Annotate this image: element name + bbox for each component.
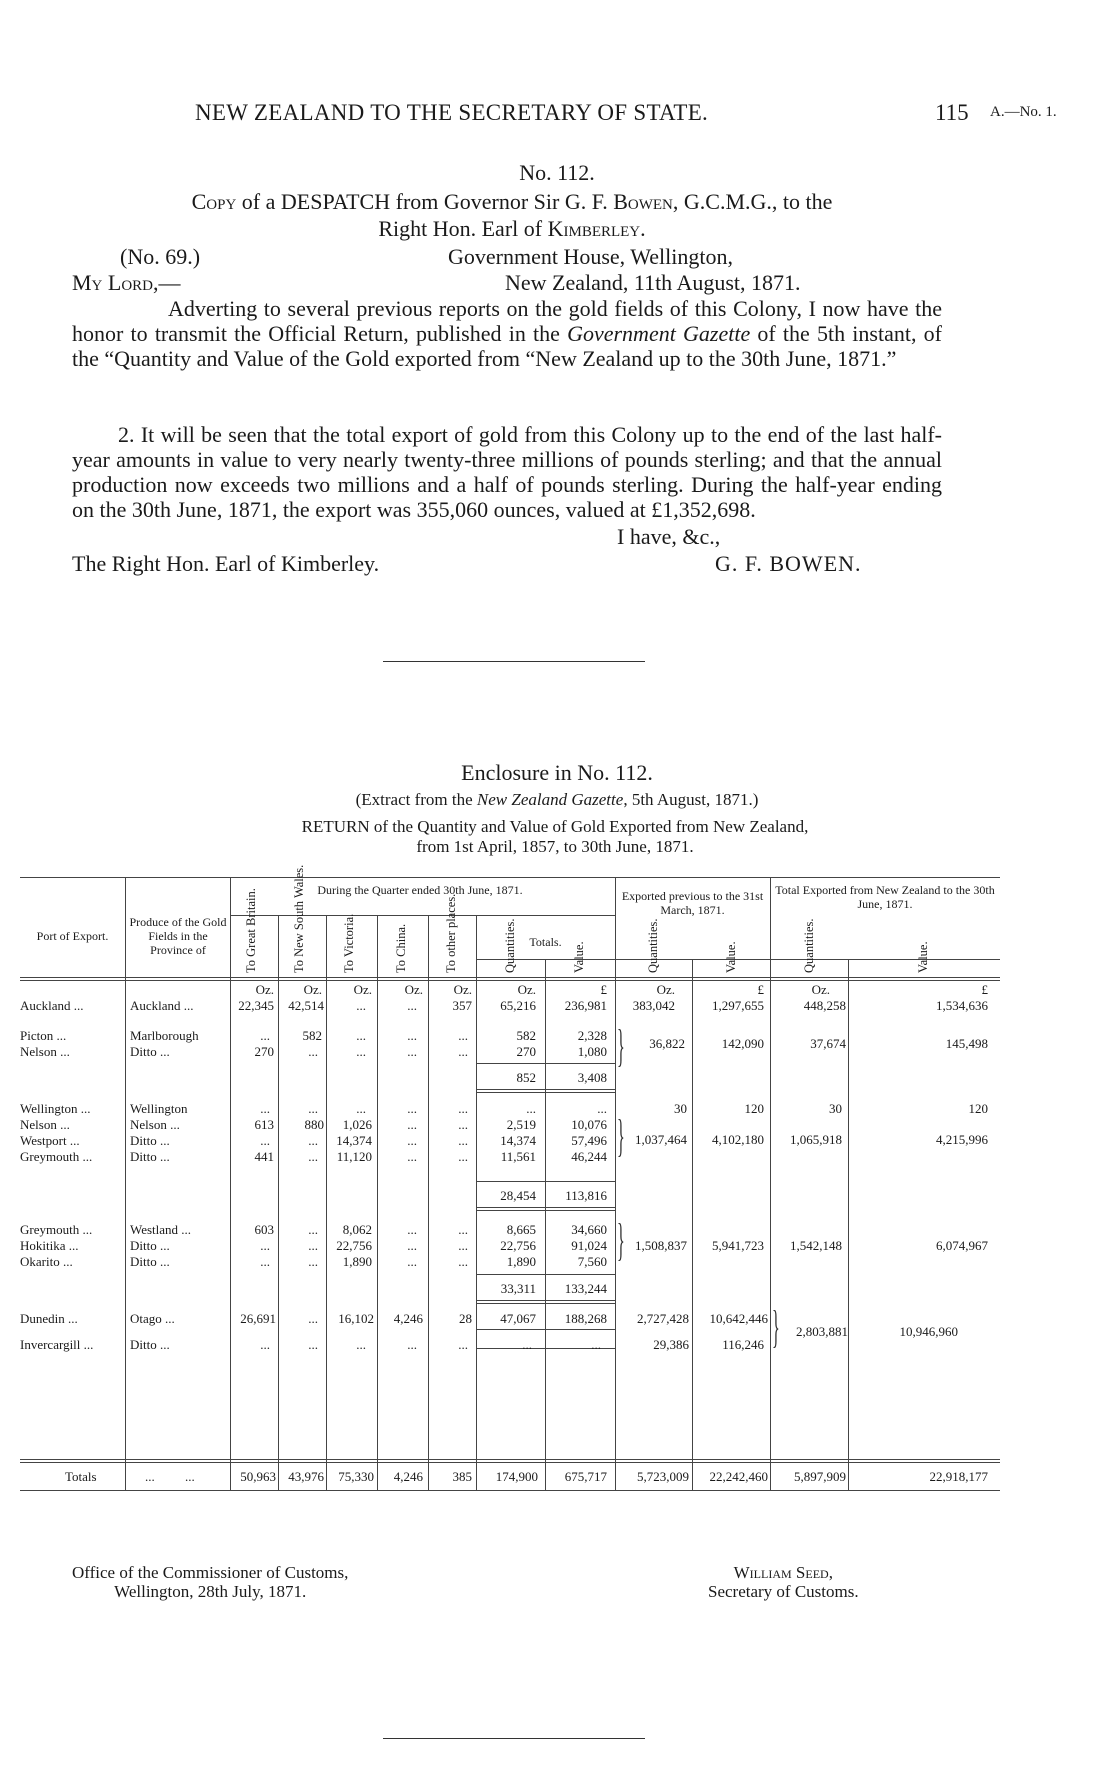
despatch-number: No. 112.: [519, 160, 595, 185]
cell-val: 46,244: [571, 1149, 607, 1164]
header-quarter: During the Quarter ended 30th June, 1871.: [317, 883, 523, 897]
totals-val: 675,717: [564, 1469, 607, 1484]
cell-nsw: ...: [308, 1311, 318, 1326]
cell-val: 2,328: [577, 1028, 607, 1043]
cell-tot-qty: 30: [829, 1101, 842, 1116]
row-port: Nelson ...: [20, 1044, 70, 1059]
cell-val: 10,076: [571, 1117, 607, 1132]
cell-gb: 22,345: [238, 998, 274, 1013]
cell-nsw: ...: [308, 1101, 318, 1116]
header-rule: [20, 977, 1000, 978]
col-rule-9: [615, 877, 616, 1490]
signer: G. F. BOWEN.: [715, 551, 862, 576]
cell-val: 7,560: [577, 1254, 607, 1269]
cell-gb: ...: [260, 1028, 270, 1043]
header-qty-total: Quantities.: [802, 918, 816, 973]
cell-china: ...: [407, 1133, 417, 1148]
col-rule-11: [770, 877, 771, 1490]
unit-tot-val: £: [981, 982, 988, 997]
title-line2-end: .: [640, 216, 646, 241]
cell-nsw: ...: [308, 1222, 318, 1237]
totals-rule-double: [20, 1462, 1000, 1463]
row-port: Westport ...: [20, 1133, 80, 1148]
unit-china: Oz.: [404, 982, 423, 997]
despatch-date: New Zealand, 11th August, 1871.: [505, 270, 801, 295]
table-border-top: [20, 877, 1000, 878]
header-qty-prev: Quantities.: [646, 918, 660, 973]
cell-qty: 11,561: [500, 1149, 536, 1164]
table-border-bottom: [20, 1490, 1000, 1491]
row-port: Dunedin ...: [20, 1311, 78, 1326]
brace-group-2: }: [617, 1110, 625, 1161]
cell-qty: ...: [522, 1337, 532, 1352]
sub-rule-1c: [476, 1092, 615, 1093]
cell-val: 34,660: [571, 1222, 607, 1237]
row-produce: Ditto ...: [130, 1133, 170, 1148]
brace-group-4: }: [772, 1301, 780, 1352]
cell-gb: ...: [260, 1133, 270, 1148]
office-line-1: Office of the Commissioner of Customs,: [72, 1563, 349, 1582]
totals-qty: 174,900: [495, 1469, 538, 1484]
cell-qty: 2,519: [506, 1117, 536, 1132]
totals-tot-val: 22,918,177: [929, 1469, 988, 1484]
title-bowen: Bowen: [613, 189, 673, 214]
totals-tot-qty: 5,897,909: [794, 1469, 846, 1484]
header-produce: Produce of the Gold Fields in the Province of: [129, 915, 227, 957]
unit-gb: Oz.: [255, 982, 274, 997]
sub-rule-3a: [476, 1274, 615, 1275]
unit-prev-qty: Oz.: [656, 982, 675, 997]
totals-rule: [20, 1459, 1000, 1460]
cell-china: ...: [407, 998, 417, 1013]
cell-gb: 441: [254, 1149, 274, 1164]
cell-tot-qty: 1,542,148: [790, 1238, 842, 1253]
cell-china: ...: [407, 1149, 417, 1164]
row-port: Nelson ...: [20, 1117, 70, 1132]
brace-group-1: }: [617, 1020, 625, 1071]
cell-china: ...: [407, 1028, 417, 1043]
return-line-2: from 1st April, 1857, to 30th June, 1871.: [416, 837, 694, 856]
cell-other: ...: [458, 1044, 468, 1059]
page-number: 115: [935, 100, 969, 125]
cell-prev-val: 142,090: [721, 1036, 764, 1051]
totals-label: Totals: [65, 1469, 97, 1484]
cell-val: 188,268: [564, 1311, 607, 1326]
sub-rule-4a: [476, 1329, 615, 1330]
cell-vic: 22,756: [336, 1238, 372, 1253]
cell-other: ...: [458, 1337, 468, 1352]
cell-tot-qty: 2,803,881: [796, 1324, 848, 1339]
cell-tot-val: 120: [968, 1101, 988, 1116]
totals-gb: 50,963: [240, 1469, 276, 1484]
sub-rule-3c: [476, 1303, 615, 1304]
cell-china: ...: [407, 1117, 417, 1132]
header-to-china: To China.: [394, 923, 408, 973]
cell-vic: ...: [356, 1028, 366, 1043]
cell-china: 4,246: [393, 1311, 423, 1326]
footer-rule: [383, 1738, 645, 1739]
cell-qty: 8,665: [506, 1222, 536, 1237]
cell-gb: ...: [260, 1254, 270, 1269]
totals-prev-qty: 5,723,009: [637, 1469, 689, 1484]
cell-vic: ...: [356, 1101, 366, 1116]
cell-china: ...: [407, 1101, 417, 1116]
cell-qty: 270: [516, 1044, 536, 1059]
cell-other: ...: [458, 1149, 468, 1164]
cell-tot-val: 10,946,960: [899, 1324, 958, 1339]
row-port: Okarito ...: [20, 1254, 73, 1269]
paragraph-2: 2. It will be seen that the total export of gold from this Colony up to the end of the last half-year amounts in value to very nearly twenty-three millions of pounds sterling; and that the annual production now exceeds two millions and a half of pounds sterling. During the half-year ending on the 30th June, 1871, the export was 355,060 ounces, valued at £1,352,698.: [72, 422, 942, 522]
title-part2: , G.C.M.G., to the: [672, 189, 833, 214]
cell-vic: 1,890: [342, 1254, 372, 1269]
office-line-2: Wellington, 28th July, 1871.: [114, 1582, 307, 1601]
subtotal-qty: 33,311: [500, 1281, 536, 1296]
cell-nsw: ...: [308, 1044, 318, 1059]
paragraph-1-b: of the 5th instant, of the “Quantity and Value of the Gold exported from “New Zealand up to the 30th June, 1871.”: [72, 321, 942, 371]
row-port: Wellington ...: [20, 1101, 91, 1116]
sub-rule-1a: [476, 1063, 615, 1064]
sub-rule-2a: [476, 1181, 615, 1182]
header-to-other: To other places.: [444, 893, 458, 973]
cell-gb: 613: [254, 1117, 274, 1132]
despatch-no: (No. 69.): [120, 244, 201, 269]
enclosure-title: Enclosure in No. 112.: [461, 760, 653, 785]
cell-china: ...: [407, 1044, 417, 1059]
totals-china: 4,246: [393, 1469, 423, 1484]
cell-prev-val: 120: [744, 1101, 764, 1116]
gold-export-table: [20, 864, 1000, 1537]
cell-tot-qty: 448,258: [803, 998, 846, 1013]
row-produce: Westland ...: [130, 1222, 192, 1237]
col-rule-2: [230, 877, 231, 1490]
totals-nsw: 43,976: [288, 1469, 324, 1484]
totals-vic: 75,330: [338, 1469, 374, 1484]
row-produce: Ditto ...: [130, 1238, 170, 1253]
extract-a: (Extract from the: [355, 790, 477, 809]
return-line-1: RETURN of the Quantity and Value of Gold Exported from New Zealand,: [301, 817, 809, 836]
header-rule-double: [20, 980, 1000, 981]
cell-nsw: 582: [302, 1028, 322, 1043]
cell-gb: 26,691: [240, 1311, 276, 1326]
cell-prev-qty: 2,727,428: [637, 1311, 689, 1326]
cell-other: ...: [458, 1117, 468, 1132]
sub-rule-3b: [476, 1300, 615, 1301]
cell-tot-qty: 1,065,918: [790, 1132, 842, 1147]
cell-qty: 14,374: [500, 1133, 536, 1148]
addressee: The Right Hon. Earl of Kimberley.: [72, 551, 380, 576]
cell-val: 91,024: [571, 1238, 607, 1253]
title-line2: Right Hon. Earl of: [378, 216, 548, 241]
cell-vic: ...: [356, 998, 366, 1013]
closing: I have, &c.,: [617, 524, 721, 549]
row-produce: Otago ...: [130, 1311, 175, 1326]
cell-vic: ...: [356, 1044, 366, 1059]
cell-tot-val: 1,534,636: [936, 998, 988, 1013]
cell-qty: 1,890: [506, 1254, 536, 1269]
cell-prev-qty: 29,386: [653, 1337, 689, 1352]
customs-signature: [708, 1563, 859, 1601]
header-val-q: Value.: [572, 941, 586, 973]
despatch-place: Government House, Wellington,: [448, 244, 734, 269]
cell-prev-qty: 1,037,464: [635, 1132, 687, 1147]
cell-vic: 11,120: [336, 1149, 372, 1164]
divider-rule: [383, 661, 645, 662]
cell-nsw: 880: [304, 1117, 324, 1132]
row-produce: Auckland ...: [130, 998, 194, 1013]
row-produce: Ditto ...: [130, 1149, 170, 1164]
totals-prev-val: 22,242,460: [709, 1469, 768, 1484]
cell-other: ...: [458, 1222, 468, 1237]
row-produce: Ditto ...: [130, 1254, 170, 1269]
cell-china: ...: [407, 1222, 417, 1237]
cell-vic: 1,026: [342, 1117, 372, 1132]
header-previous: Exported previous to the 31st March, 1871.: [621, 889, 764, 917]
subtotal-val: 3,408: [577, 1070, 607, 1085]
unit-val: £: [600, 982, 607, 997]
salutation: My Lord,—: [72, 270, 181, 295]
header-to-vic: To Victoria.: [342, 913, 356, 973]
unit-qty: Oz.: [517, 982, 536, 997]
cell-vic: 14,374: [336, 1133, 372, 1148]
signer-title: Secretary of Customs.: [708, 1582, 859, 1601]
cell-vic: ...: [356, 1337, 366, 1352]
row-produce: Nelson ...: [130, 1117, 180, 1132]
sub-rule-2c: [476, 1210, 615, 1211]
cell-gb: 270: [254, 1044, 274, 1059]
totals-other: 385: [452, 1469, 472, 1484]
title-kimberley: Kimberley: [547, 216, 641, 241]
cell-qty: 22,756: [500, 1238, 536, 1253]
header-qty-q: Quantities.: [503, 918, 517, 973]
cell-prev-val: 4,102,180: [712, 1132, 764, 1147]
unit-vic: Oz.: [353, 982, 372, 997]
cell-nsw: ...: [308, 1337, 318, 1352]
subtotal-val: 113,816: [565, 1188, 607, 1203]
header-to-gb: To Great Britain.: [244, 888, 258, 973]
cell-prev-qty: 1,508,837: [635, 1238, 687, 1253]
cell-val: 57,496: [571, 1133, 607, 1148]
extract-italic: New Zealand Gazette: [476, 790, 624, 809]
cell-prev-val: 5,941,723: [712, 1238, 764, 1253]
header-to-nsw: To New South Wales.: [292, 864, 306, 973]
col-rule-1: [125, 877, 126, 1490]
header-val-prev: Value.: [724, 941, 738, 973]
cell-gb: ...: [260, 1337, 270, 1352]
cell-other: 357: [452, 998, 472, 1013]
cell-prev-val: 1,297,655: [712, 998, 764, 1013]
header-total-exported: Total Exported from New Zealand to the 30th June, 1871.: [775, 883, 995, 911]
despatch-title: [72, 188, 952, 242]
title-part1: of a DESPATCH from Governor Sir G. F.: [236, 189, 614, 214]
cell-val: 236,981: [564, 998, 607, 1013]
cell-nsw: 42,514: [288, 998, 324, 1013]
cell-china: ...: [407, 1337, 417, 1352]
running-head: NEW ZEALAND TO THE SECRETARY OF STATE.: [195, 100, 709, 125]
cell-tot-val: 6,074,967: [936, 1238, 988, 1253]
row-port: Picton ...: [20, 1028, 67, 1043]
paragraph-1: [72, 296, 942, 371]
signer-name: William Seed,: [733, 1563, 833, 1582]
cell-prev-qty: 383,042: [632, 998, 675, 1013]
subtotal-qty: 852: [516, 1070, 536, 1085]
customs-office: [72, 1563, 348, 1601]
brace-group-3: }: [617, 1214, 625, 1265]
cell-val: ...: [597, 1101, 607, 1116]
row-produce: Wellington: [130, 1101, 188, 1116]
row-produce: Marlborough: [130, 1028, 199, 1043]
header-port: Port of Export.: [36, 929, 109, 943]
cell-other: 28: [459, 1311, 472, 1326]
cell-qty: 65,216: [500, 998, 536, 1013]
totals-dots-1: ...: [145, 1469, 155, 1484]
totals-dots-2: ...: [185, 1469, 195, 1484]
row-port: Greymouth ...: [20, 1149, 93, 1164]
cell-prev-val: 116,246: [722, 1337, 764, 1352]
cell-vic: 16,102: [338, 1311, 374, 1326]
row-produce: Ditto ...: [130, 1337, 170, 1352]
unit-prev-val: £: [757, 982, 764, 997]
subtotal-qty: 28,454: [500, 1188, 536, 1203]
cell-other: ...: [458, 1028, 468, 1043]
row-port: Invercargill ...: [20, 1337, 94, 1352]
cell-val: 1,080: [577, 1044, 607, 1059]
cell-nsw: ...: [308, 1254, 318, 1269]
cell-gb: ...: [260, 1101, 270, 1116]
cell-other: ...: [458, 1101, 468, 1116]
unit-tot-qty: Oz.: [811, 982, 830, 997]
sub-rule-2b: [476, 1207, 615, 1208]
cell-prev-val: 10,642,446: [709, 1311, 768, 1326]
cell-prev-qty: 30: [674, 1101, 687, 1116]
header-val-total: Value.: [916, 941, 930, 973]
cell-qty: 47,067: [500, 1311, 536, 1326]
gazette-italic: Government Gazette: [567, 321, 751, 346]
row-produce: Ditto ...: [130, 1044, 170, 1059]
enclosure-extract: [0, 790, 1114, 810]
cell-qty: 582: [516, 1028, 536, 1043]
cell-china: ...: [407, 1254, 417, 1269]
cell-gb: 603: [254, 1222, 274, 1237]
row-port: Greymouth ...: [20, 1222, 93, 1237]
cell-nsw: ...: [308, 1149, 318, 1164]
cell-prev-qty: 36,822: [649, 1036, 685, 1051]
cell-tot-val: 4,215,996: [936, 1132, 988, 1147]
extract-b: , 5th August, 1871.): [623, 790, 759, 809]
cell-other: ...: [458, 1133, 468, 1148]
cell-gb: ...: [260, 1238, 270, 1253]
paragraph-1-a: Adverting to several previous reports on the gold fields of this Colony, I now have the honor to transmit the Official Return, published in the: [72, 296, 942, 346]
row-port: Hokitika ...: [20, 1238, 79, 1253]
unit-nsw: Oz.: [303, 982, 322, 997]
paper-reference: A.—No. 1.: [990, 104, 1057, 120]
header-totals: Totals.: [529, 935, 562, 949]
cell-china: ...: [407, 1238, 417, 1253]
cell-vic: 8,062: [342, 1222, 372, 1237]
cell-qty: ...: [526, 1101, 536, 1116]
subtotal-val: 133,244: [564, 1281, 607, 1296]
cell-other: ...: [458, 1238, 468, 1253]
quarter-rule: [230, 915, 615, 916]
cell-nsw: ...: [308, 1238, 318, 1253]
sub-rule-1b: [476, 1089, 615, 1090]
return-title: [140, 817, 970, 857]
cell-val: ...: [591, 1337, 601, 1352]
cell-nsw: ...: [308, 1133, 318, 1148]
unit-other: Oz.: [453, 982, 472, 997]
title-copy: Copy: [191, 189, 237, 214]
cell-tot-qty: 37,674: [810, 1036, 846, 1051]
row-port: Auckland ...: [20, 998, 84, 1013]
cell-tot-val: 145,498: [945, 1036, 988, 1051]
cell-other: ...: [458, 1254, 468, 1269]
